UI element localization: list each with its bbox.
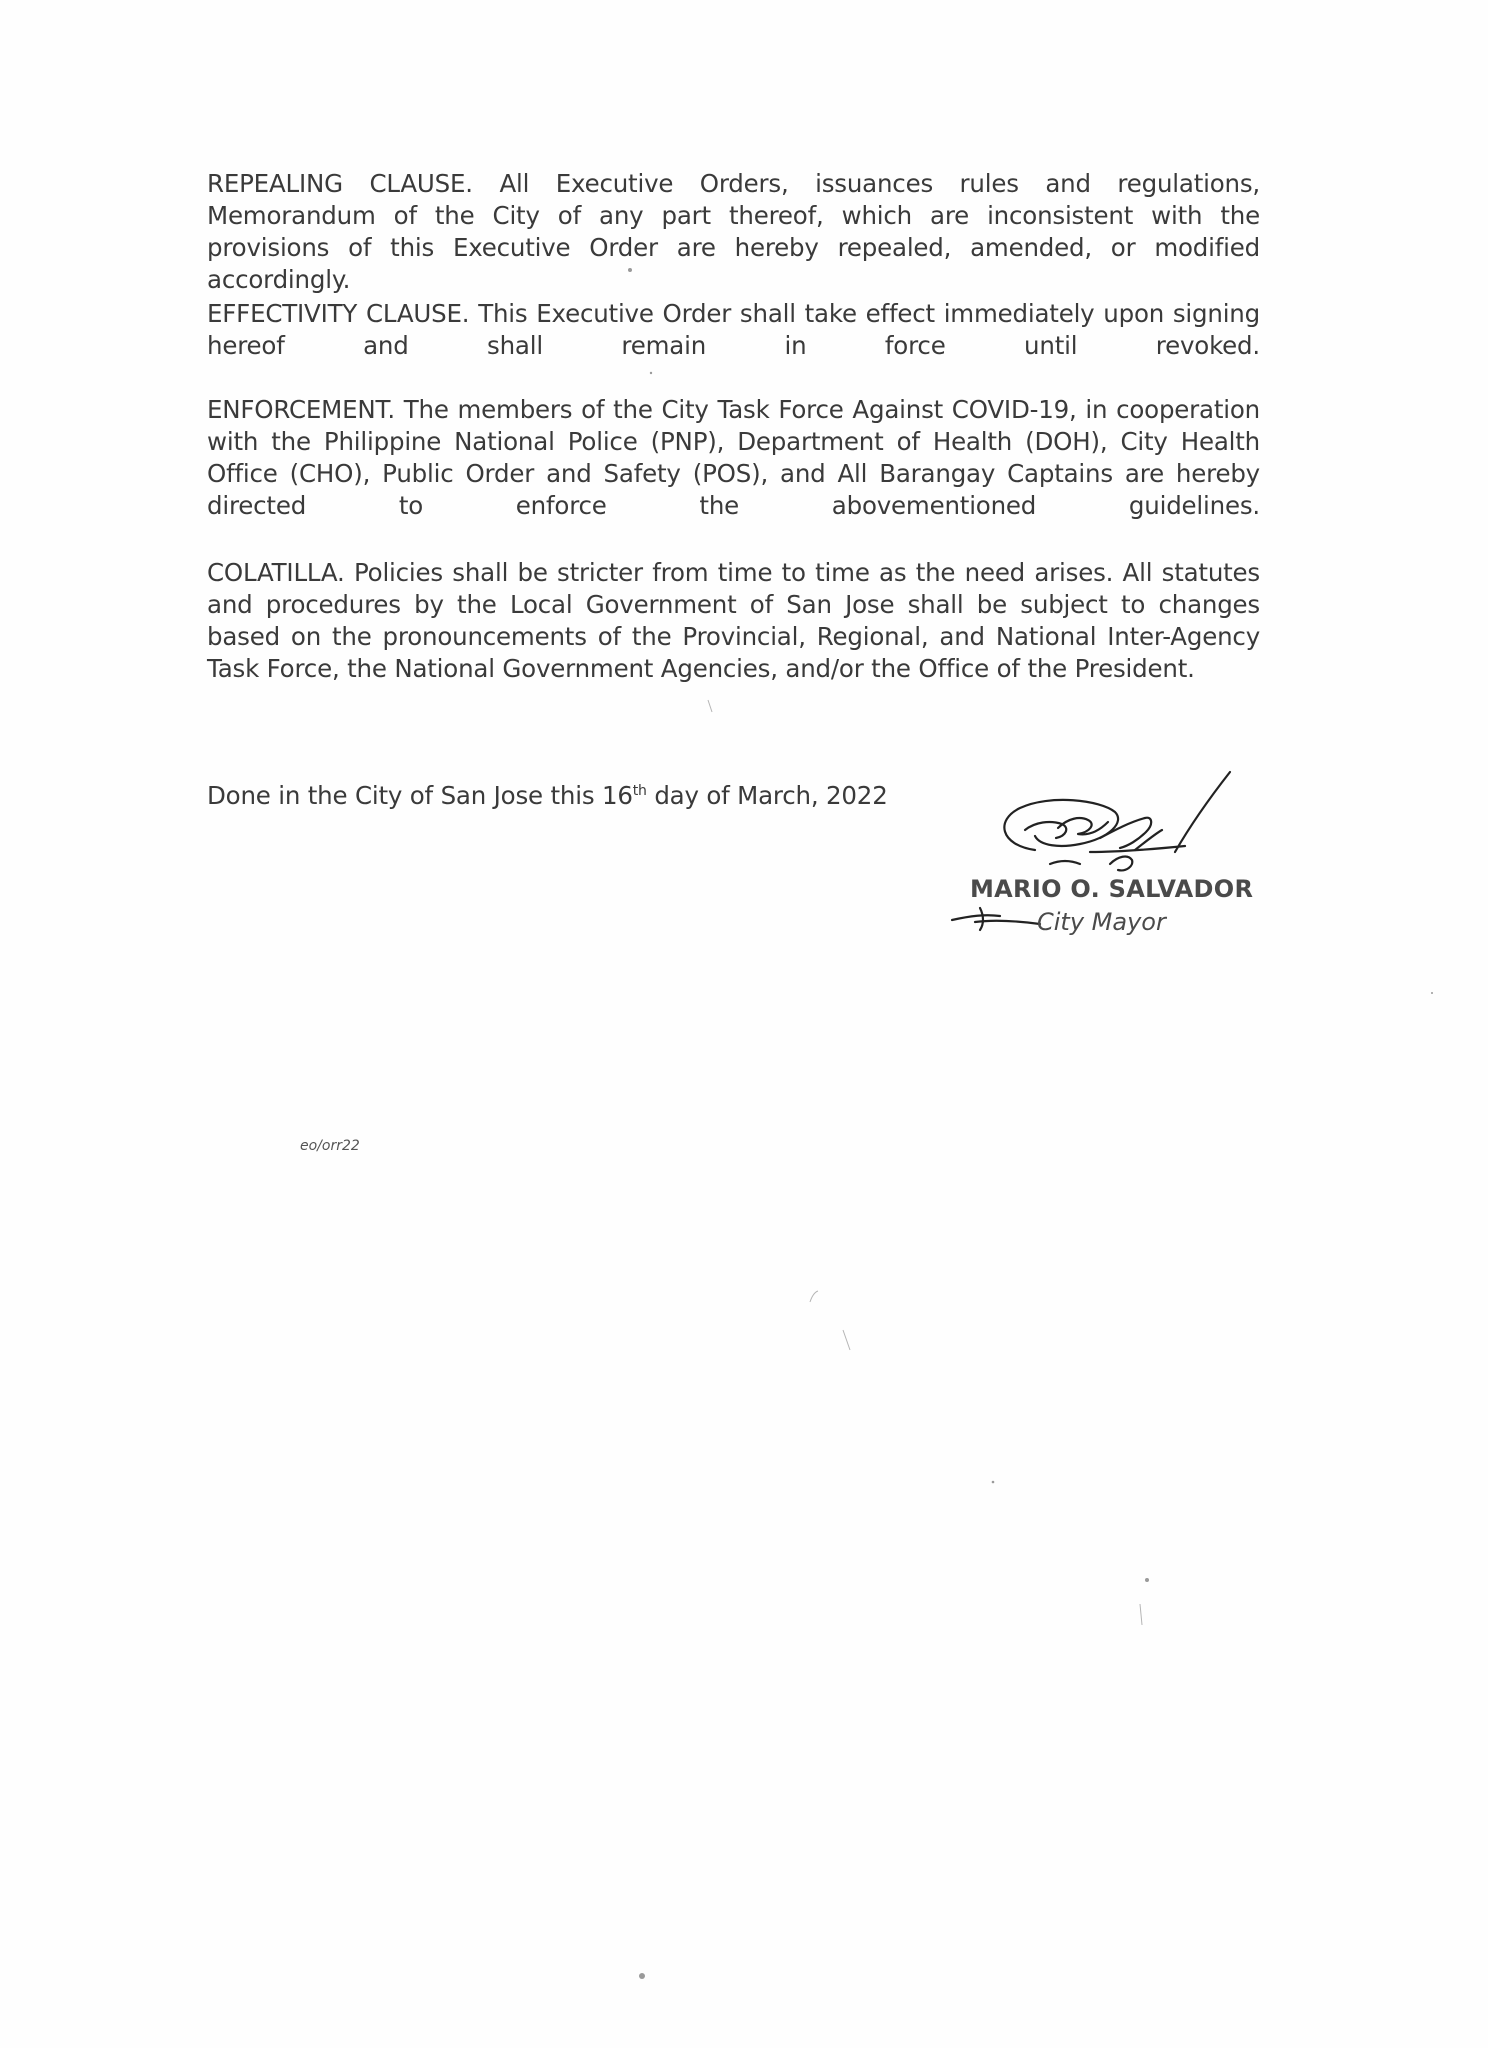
signatory-name: MARIO O. SALVADOR <box>970 875 1254 903</box>
repealing-clause-text: All Executive Orders, issuances rules and regulations, Memorandum of the City of any part thereof, which are inconsistent with the provisions of this Executive Order are hereby repealed, amended, or modified accordingly. <box>207 169 1260 294</box>
effectivity-clause-text: This Executive Order shall take effect immediately upon signing hereof and shall remain in force until revoked. <box>207 299 1260 360</box>
colatilla-paragraph <box>207 557 1260 685</box>
reference-code: eo/orr22 <box>300 1138 360 1154</box>
done-in-date-line <box>207 780 888 812</box>
enforcement-text: The members of the City Task Force Against COVID-19, in cooperation with the Philippine National Police (PNP), Department of Health (DOH), City Health Office (CHO), Public Order and Safety (POS), and All Barangay Captains are hereby directed to enforce the abovementioned guidelines. <box>207 395 1260 520</box>
done-line-rest: day of March, 2022 <box>646 781 888 810</box>
colatilla-text: Policies shall be stricter from time to time as the need arises. All statutes and procedures by the Local Government of San Jose shall be subject to changes based on the pronouncements of the Provincial, Regional, and National Inter-Agency Task Force, the National Government Agencies, and/or the Office of the President. <box>207 558 1260 683</box>
signature-block <box>940 760 1280 960</box>
colatilla-heading: COLATILLA. <box>207 558 345 587</box>
effectivity-clause-paragraph <box>207 298 1260 362</box>
done-line-ordinal-suffix: th <box>632 782 647 799</box>
repealing-clause-paragraph <box>207 168 1260 296</box>
signatory-title: City Mayor <box>1037 908 1166 936</box>
enforcement-heading: ENFORCEMENT. <box>207 395 395 424</box>
repealing-clause-heading: REPEALING CLAUSE. <box>207 169 473 198</box>
effectivity-clause-heading: EFFECTIVITY CLAUSE. <box>207 299 470 328</box>
enforcement-paragraph <box>207 394 1260 522</box>
done-line-prefix: Done in the City of San Jose this 16 <box>207 781 633 810</box>
